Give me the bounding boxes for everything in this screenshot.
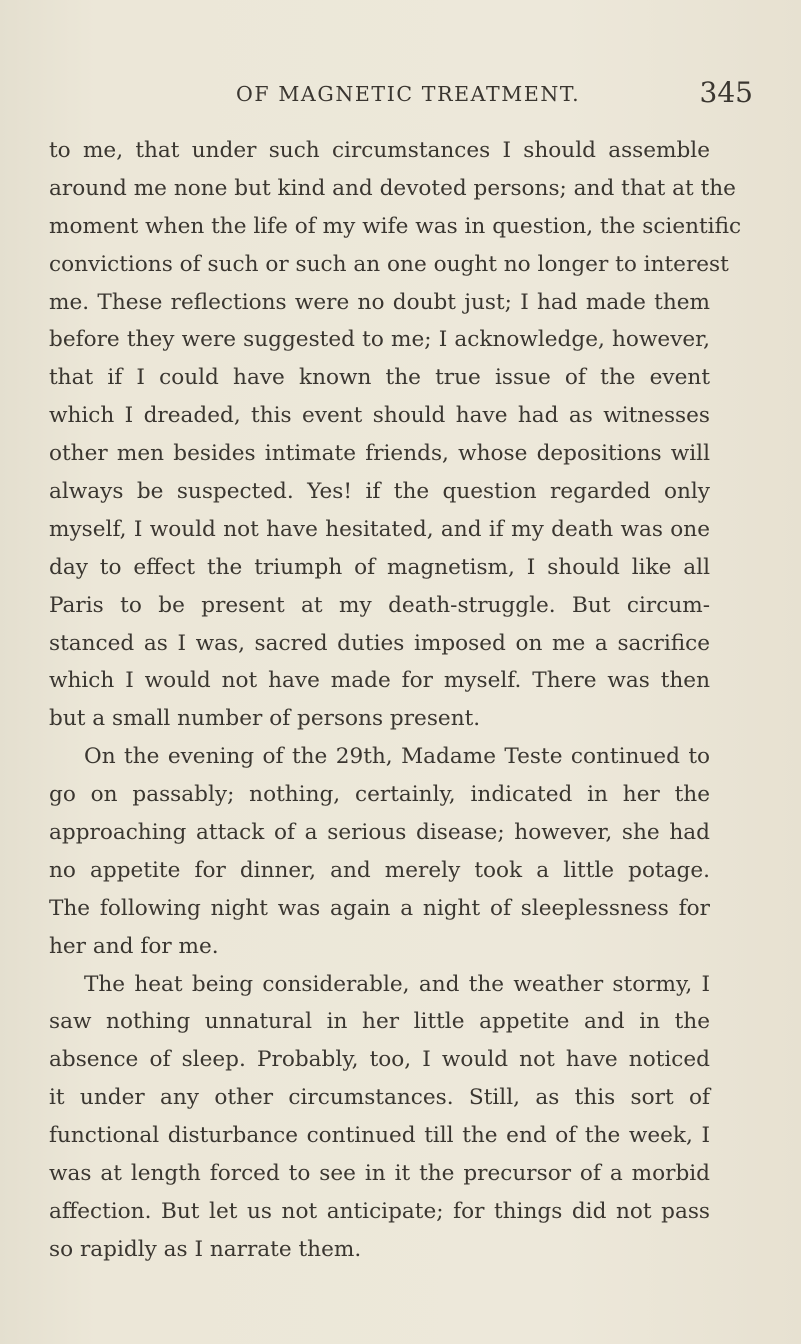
text-line: other men besides intimate friends, whose depositions will (49, 441, 710, 467)
text-line: always be suspected. Yes! if the question regarded only (49, 479, 710, 505)
text-line: which I would not have made for myself. There was then (49, 668, 710, 694)
paragraph-end-line: so rapidly as I narrate them. (49, 1236, 362, 1262)
body-text (49, 132, 742, 1269)
text-line: no appetite for dinner, and merely took a little potage. (49, 857, 710, 883)
text-line: myself, I would not have hesitated, and if my death was one (49, 516, 710, 542)
paragraph-end-line: but a small number of persons present. (49, 706, 481, 732)
text-line: before they were suggested to me; I acknowledge, however, (49, 327, 710, 353)
page-number: 345 (699, 76, 753, 109)
paragraph-start-line: The heat being considerable, and the weather stormy, I (84, 971, 710, 997)
text-line: convictions of such or such an one ought no longer to interest (49, 251, 729, 277)
text-line: absence of sleep. Probably, too, I would not have noticed (49, 1047, 710, 1073)
text-line: go on passably; nothing, certainly, indicated in her the (49, 782, 710, 808)
paragraph-start-line: On the evening of the 29th, Madame Teste continued to (84, 744, 710, 770)
text-line: around me none but kind and devoted persons; and that at the (49, 175, 736, 201)
text-line: The following night was again a night of sleeplessness for (49, 895, 710, 921)
text-line: which I dreaded, this event should have had as witnesses (49, 403, 710, 429)
text-line: saw nothing unnatural in her little appetite and in the (49, 1009, 710, 1035)
text-line: functional disturbance continued till the end of the week, I (49, 1123, 710, 1149)
text-line: to me, that under such circumstances I should assemble (49, 138, 710, 163)
text-line: stanced as I was, sacred duties imposed on me a sacrifice (49, 630, 710, 656)
text-line: was at length forced to see in it the precursor of a morbid (49, 1161, 710, 1187)
text-line: day to effect the triumph of magnetism, I should like all (49, 554, 710, 580)
text-line: that if I could have known the true issue of the event (49, 365, 710, 391)
text-line: approaching attack of a serious disease; however, she had (49, 820, 710, 846)
text-line: affection. But let us not anticipate; for things did not pass (49, 1198, 710, 1224)
text-line: moment when the life of my wife was in question, the scientific (49, 213, 742, 239)
text-line: it under any other circumstances. Still, as this sort of (49, 1085, 710, 1111)
text-line: Paris to be present at my death-struggle. But circum- (49, 592, 710, 618)
running-head: OF MAGNETIC TREATMENT. (236, 82, 581, 106)
page-header (48, 76, 753, 122)
text-line: me. These reflections were no doubt just; I had made them (49, 289, 710, 315)
paragraph-end-line: her and for me. (49, 933, 219, 959)
